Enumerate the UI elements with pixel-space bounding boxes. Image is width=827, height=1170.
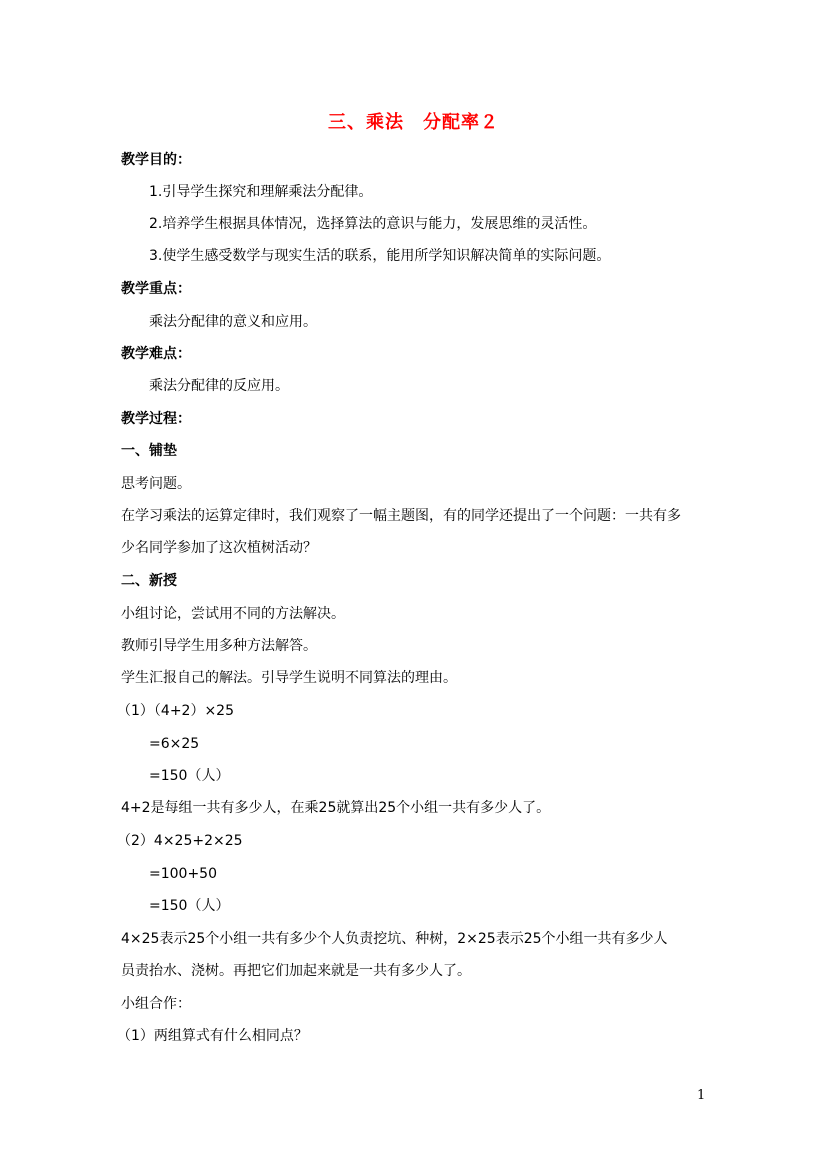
paragraph: 4+2是每组一共有多少人，在乘25就算出25个小组一共有多少人了。 xyxy=(121,800,551,816)
equation-line: （1）（4+2）×25 xyxy=(117,703,234,719)
heading-process: 教学过程： xyxy=(121,411,191,427)
key-point-text: 乘法分配律的意义和应用。 xyxy=(149,314,317,330)
document-title: 三、乘法 分配率２ xyxy=(328,112,499,133)
equation-line: =6×25 xyxy=(149,736,200,752)
heading-difficulties: 教学难点： xyxy=(121,346,191,362)
paragraph: 小组讨论，尝试用不同的方法解决。 xyxy=(121,606,345,622)
paragraph: 员责抬水、浇树。再把它们加起来就是一共有多少人了。 xyxy=(121,963,471,979)
section-heading-1: 一、铺垫 xyxy=(121,443,177,459)
paragraph: 4×25表示25个小组一共有多少个人负责挖坑、种树，2×25表示25个小组一共有多少人 xyxy=(121,931,668,947)
difficulty-text: 乘法分配律的反应用。 xyxy=(149,378,289,394)
paragraph: 教师引导学生用多种方法解答。 xyxy=(121,638,317,654)
page-number: 1 xyxy=(697,1088,706,1103)
equation-line: （2）4×25+2×25 xyxy=(117,833,243,849)
goal-item-2: 2.培养学生根据具体情况，选择算法的意识与能力，发展思维的灵活性。 xyxy=(149,216,597,232)
paragraph: 思考问题。 xyxy=(121,476,191,492)
equation-line: =100+50 xyxy=(149,866,217,882)
paragraph: 少名同学参加了这次植树活动？ xyxy=(121,540,317,556)
question-line: （1）两组算式有什么相同点？ xyxy=(117,1028,308,1044)
paragraph: 学生汇报自己的解法。引导学生说明不同算法的理由。 xyxy=(121,670,457,686)
section-heading-2: 二、新授 xyxy=(121,573,177,589)
heading-key-points: 教学重点： xyxy=(121,281,191,297)
equation-line: =150（人） xyxy=(149,768,230,784)
equation-line: =150（人） xyxy=(149,898,230,914)
heading-teaching-goals: 教学目的： xyxy=(121,152,191,168)
goal-item-1: 1.引导学生探究和理解乘法分配律。 xyxy=(149,184,373,200)
goal-item-3: 3.使学生感受数学与现实生活的联系，能用所学知识解决简单的实际问题。 xyxy=(149,248,611,264)
paragraph: 小组合作： xyxy=(121,996,191,1012)
paragraph: 在学习乘法的运算定律时，我们观察了一幅主题图，有的同学还提出了一个问题：一共有多 xyxy=(121,508,681,524)
